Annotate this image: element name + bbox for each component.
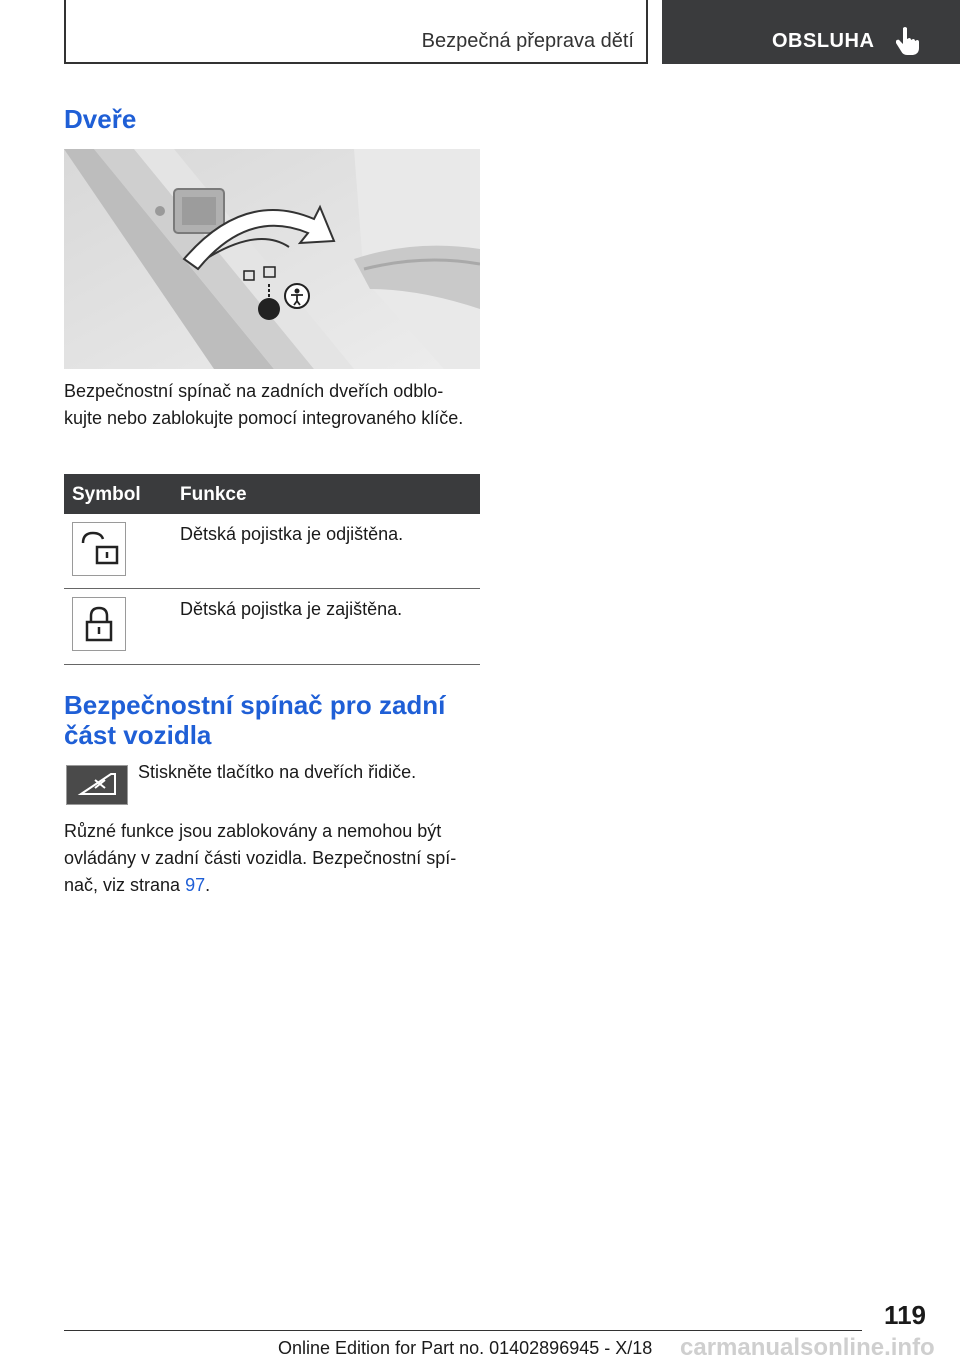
table-header-function: Funkce	[180, 484, 247, 505]
table-row	[64, 514, 480, 589]
section-title-doors: Dveře	[64, 104, 137, 134]
footer-edition-text: Online Edition for Part no. 01402896945 - X/18	[278, 1338, 653, 1358]
rear-switch-body-text: Různé funkce jsou zablokovány a nemohou být ovládány v zadní části vozidla. Bezpečnostní spí-nač, viz strana	[64, 821, 457, 895]
header-chapter-box	[662, 0, 960, 64]
footer-watermark: carmanualsonline.info	[680, 1334, 935, 1361]
unlocked-child-lock-icon	[72, 522, 126, 576]
header-section-box	[64, 0, 648, 64]
section-title-rear-switch: Bezpečnostní spínač pro zadní část vozidla	[64, 690, 446, 750]
table-header	[64, 474, 480, 514]
page-number: 119	[884, 1300, 926, 1330]
rear-switch-period: .	[205, 875, 211, 895]
table-row	[64, 589, 480, 665]
child-lock-switch-photo	[64, 149, 480, 369]
pointing-hand-icon	[896, 26, 922, 56]
table-cell-unlocked-text: Dětská pojistka je odjištěna.	[180, 524, 404, 544]
locked-child-lock-icon	[72, 597, 126, 651]
table-cell-locked-text: Dětská pojistka je zajištěna.	[180, 599, 403, 619]
rear-switch-description	[64, 818, 480, 899]
rear-window-lock-button-icon	[66, 765, 128, 805]
section-title: Bezpečná přeprava dětí	[421, 30, 634, 52]
doors-description: Bezpečnostní spínač na zadních dveřích odblo-kujte nebo zablokujte pomocí integrovaného klíče.	[64, 381, 464, 428]
page-reference-link[interactable]: 97	[185, 875, 206, 895]
press-button-instruction: Stiskněte tlačítko na dveřích řidiče.	[138, 762, 417, 782]
symbol-table	[64, 474, 480, 665]
table-header-symbol: Symbol	[72, 484, 141, 505]
footer-divider	[64, 1330, 862, 1331]
chapter-title: OBSLUHA	[772, 30, 875, 52]
door-photo-illustration	[64, 149, 480, 369]
